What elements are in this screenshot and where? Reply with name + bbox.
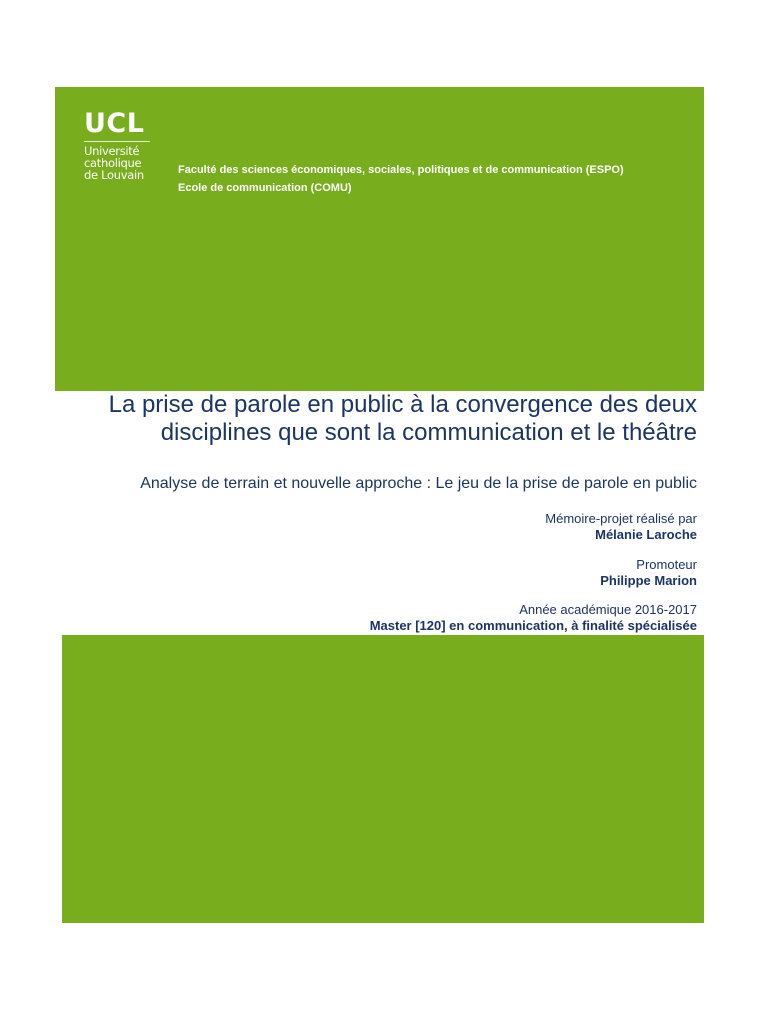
logo-line-3: de Louvain [84, 168, 144, 182]
logo-line-2: catholique [84, 156, 142, 170]
document-subtitle: Analyse de terrain et nouvelle approche : Le jeu de la prise de parole en public [140, 475, 697, 492]
logo-mark: UCL [84, 108, 145, 139]
faculty-block [178, 161, 624, 197]
author-name: Mélanie Laroche [595, 527, 697, 542]
title-line-2: disciplines que sont la communication et le théâtre [160, 419, 697, 446]
faculty-name: Faculté des sciences économiques, sociales, politiques et de communication (ESPO) [178, 164, 624, 176]
author-block [97, 511, 697, 543]
logo-divider [84, 141, 150, 142]
title-line-1: La prise de parole en public à la convergence des deux [108, 391, 697, 418]
school-name: Ecole de communication (COMU) [178, 182, 352, 194]
author-label: Mémoire-projet réalisé par [545, 511, 697, 526]
academic-block [97, 602, 697, 634]
promoter-block [97, 557, 697, 589]
footer-band [62, 635, 704, 923]
document-title [37, 391, 697, 447]
program-name: Master [120] en communication, à finalité spécialisée [369, 618, 697, 633]
academic-year: Année académique 2016-2017 [519, 602, 697, 617]
logo-line-1: Université [84, 144, 140, 158]
promoter-name: Philippe Marion [600, 573, 697, 588]
ucl-logo [84, 109, 156, 181]
promoter-label: Promoteur [636, 557, 697, 572]
header-band [55, 87, 704, 391]
